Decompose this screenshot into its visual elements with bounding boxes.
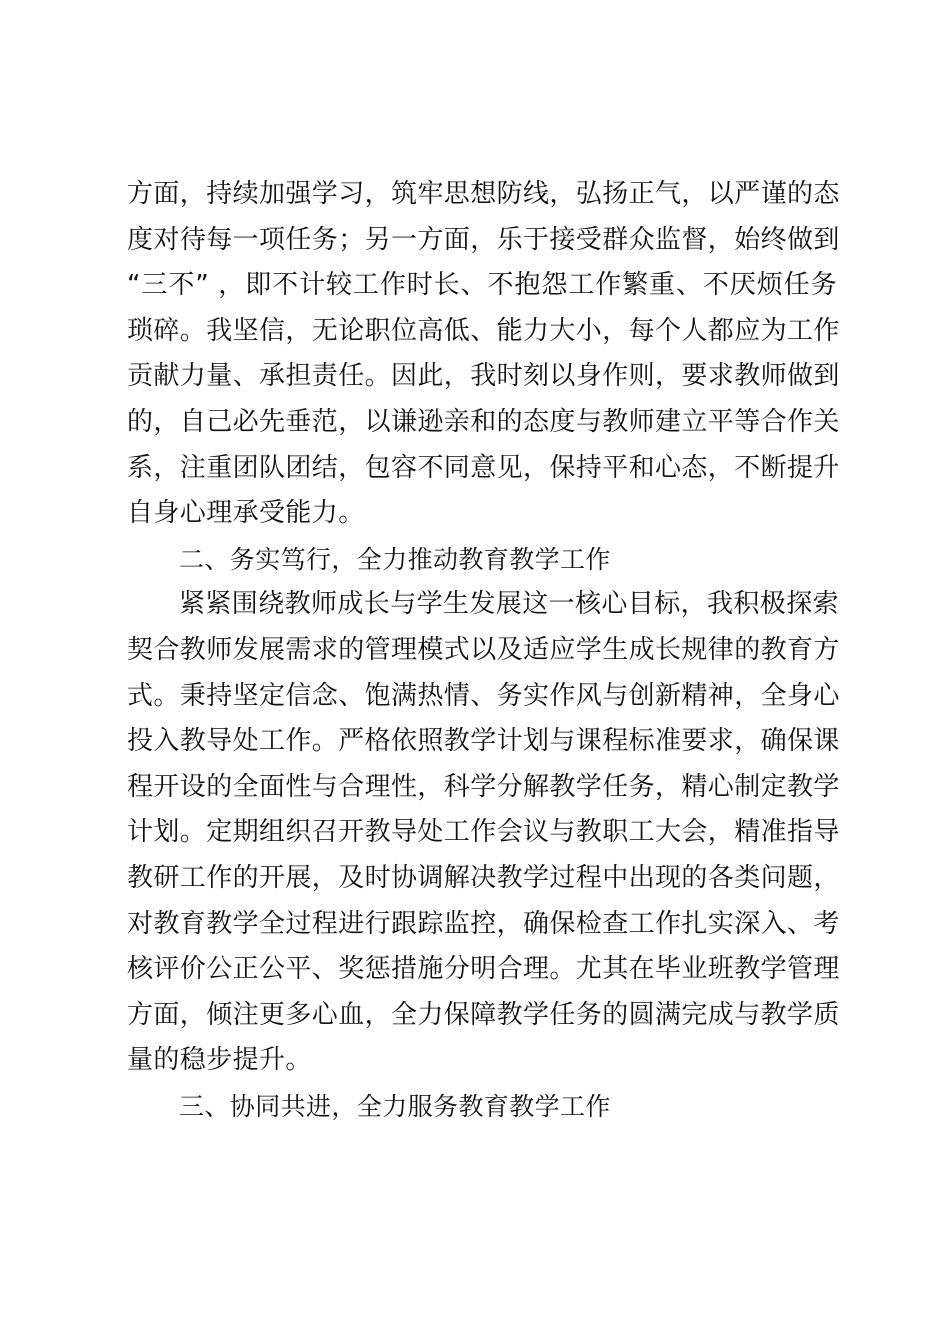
paragraph-line: 式。秉持坚定信念、饱满热情、务实作风与创新精神，全身心 bbox=[127, 680, 840, 711]
paragraph-2 bbox=[127, 582, 840, 1084]
section-heading-3: 三、协同共进，全力服务教育教学工作 bbox=[179, 1091, 611, 1121]
paragraph-line: 对教育教学全过程进行跟踪监控，确保检查工作扎实深入、考 bbox=[127, 908, 840, 939]
paragraph-line: 度对待每一项任务；另一方面，乐于接受群众监督，始终做到 bbox=[127, 224, 840, 255]
paragraph-line: 自身心理承受能力。 bbox=[127, 498, 365, 529]
paragraph-line: 贡献力量、承担责任。因此，我时刻以身作则，要求教师做到 bbox=[127, 361, 840, 392]
paragraph-line: 系，注重团队团结，包容不同意见，保持平和心态，不断提升 bbox=[127, 452, 840, 483]
paragraph-line: 方面，倾注更多心血，全力保障教学任务的圆满完成与教学质 bbox=[127, 999, 840, 1030]
paragraph-line: “三不” ，即不计较工作时长、不抱怨工作繁重、不厌烦任务 bbox=[127, 270, 837, 301]
paragraph-line: 程开设的全面性与合理性，科学分解教学任务，精心制定教学 bbox=[127, 771, 840, 802]
paragraph-line: 方面，持续加强学习，筑牢思想防线，弘扬正气，以严谨的态 bbox=[127, 179, 840, 209]
paragraph-line: 核评价公正公平、奖惩措施分明合理。尤其在毕业班教学管理 bbox=[127, 954, 840, 985]
paragraph-line: 计划。定期组织召开教导处工作会议与教职工大会，精准指导 bbox=[127, 817, 840, 848]
paragraph-line: 紧紧围绕教师成长与学生发展这一核心目标，我积极探索 bbox=[179, 589, 840, 620]
document-body bbox=[127, 172, 840, 1129]
section-heading-2: 二、务实笃行，全力推动教育教学工作 bbox=[179, 544, 611, 574]
paragraph-line: 量的稳步提升。 bbox=[127, 1045, 312, 1076]
paragraph-line: 的，自己必先垂范，以谦逊亲和的态度与教师建立平等合作关 bbox=[127, 406, 840, 437]
paragraph-line: 琐碎。我坚信，无论职位高低、能力大小，每个人都应为工作 bbox=[127, 315, 840, 346]
paragraph-line: 教研工作的开展，及时协调解决教学过程中出现的各类问题， bbox=[127, 862, 840, 893]
paragraph-line: 投入教导处工作。严格依照教学计划与课程标准要求，确保课 bbox=[127, 726, 840, 757]
paragraph-1 bbox=[127, 172, 840, 537]
paragraph-line: 契合教师发展需求的管理模式以及适应学生成长规律的教育方 bbox=[127, 634, 840, 665]
